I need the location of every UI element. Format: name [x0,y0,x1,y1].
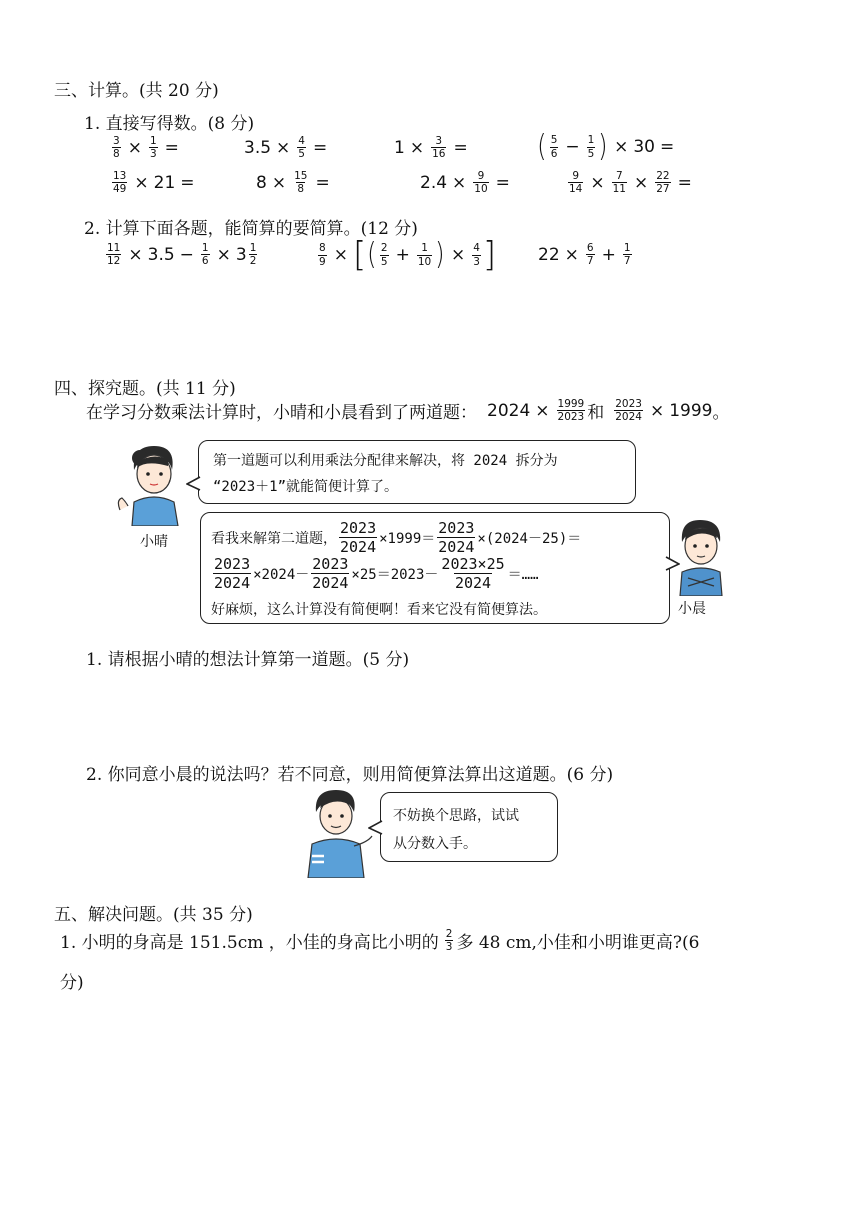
denominator: 10 [417,255,432,268]
numerator: 2023 [615,398,642,410]
denominator: 5 [298,148,305,161]
operator: × [276,137,291,158]
operator: + [395,245,410,265]
intro-text: 在学习分数乘法计算时，小晴和小晨看到了两道题： [86,403,477,424]
denominator: 5 [587,147,595,160]
section5-q1 [60,928,699,953]
equals: = [312,137,328,158]
right-paren: ) [435,237,445,272]
operator: × [333,245,348,265]
left-paren: ( [367,237,377,272]
numerator: 1 [201,242,209,254]
bubble-line-2: “2023＋1”就能简便计算了。 [213,479,399,495]
section3-heading: 三、计算。(共 20 分) [54,81,219,101]
bubble2-line-1: 看我来解第二道题， $\frac{2023}{2024}$ ×1999＝ $\frac{2023}{2024}$ ×(2024－25)＝ [211,519,582,556]
section5-q1-cont: 分) [60,973,84,993]
numerator: 1 [623,242,631,254]
denominator: 2023 [557,411,585,424]
operand: 21 [153,172,176,193]
denominator: 12 [107,255,121,268]
operator: × [216,244,231,265]
operand: 1 [394,137,405,158]
bubble-tail-hint [368,820,384,836]
equals: = [453,137,468,158]
numerator: 3 [113,135,120,147]
denominator: 7 [586,255,594,268]
speech-bubble-xiaochen [200,512,670,624]
denominator: 8 [113,148,120,161]
denominator: 9 [319,255,326,268]
equals: = [495,172,510,193]
numerator: 6 [586,242,594,254]
operator: × [564,244,579,265]
bubble-tail-xiaoqing [186,476,202,492]
denominator: 6 [201,255,209,268]
operator: × [535,400,550,421]
conjunction: 和 [587,403,605,424]
denominator: 14 [569,183,583,196]
equals: = [315,172,330,193]
period: 。 [712,403,730,424]
operand: 2.4 [420,172,448,193]
operator: × [452,172,467,193]
denominator: 3 [445,941,453,954]
operand: 3.5 [244,137,272,158]
operand: 30 [633,137,655,157]
denominator: 3 [149,148,157,161]
left-bracket: [ [352,235,367,275]
numerator: 9 [477,170,485,182]
numerator: 1 [587,134,595,147]
bubble3-line-1: 不妨换个思路，试试 [393,808,519,824]
numerator: 4 [298,135,305,147]
numerator: 9 [572,170,580,182]
bubble2-line-3: 好麻烦，这么计算没有简便啊！看来它没有简便算法。 [211,602,547,618]
simplify-expr-2 [316,235,497,275]
numerator: 13 [113,170,127,182]
section4-q1: 1. 请根据小晴的想法计算第一道题。(5 分) [86,650,410,670]
numerator: 3 [435,135,443,147]
q1-text-b: 多 48 cm,小佳和小明谁更高?(6 [456,933,700,954]
numerator: 4 [473,242,480,255]
numerator: 1999 [557,398,585,410]
numerator: 1 [249,242,257,254]
numerator: 22 [656,170,670,182]
operator: × [127,137,142,158]
denominator: 8 [297,183,305,196]
operator: × [649,400,665,421]
operator: − [565,137,580,157]
operator: × [614,137,629,157]
calc-1-2 [244,135,332,160]
denominator: 2 [249,255,257,268]
calc-1-3 [394,135,473,160]
operand: 22 [538,244,560,265]
denominator: 27 [656,183,670,196]
denominator: 11 [612,183,626,196]
simplify-expr-3 [538,242,634,267]
section4-intro [86,398,730,423]
calc-2-1 [110,170,200,195]
numerator: 7 [615,170,623,182]
name-xiaochen: 小晨 [678,601,706,617]
speech-bubble-xiaoqing [198,440,636,504]
speech-bubble-hint [380,792,558,862]
left-paren: ( [537,129,547,164]
denominator: 2024 [615,411,642,424]
equals: = [180,172,195,193]
denominator: 10 [474,183,488,196]
operator: × [128,244,143,265]
denominator: 7 [623,255,631,268]
numerator: 2 [380,242,388,255]
operator: × [590,172,605,193]
numerator: 8 [319,242,326,255]
right-bracket: ] [482,235,497,275]
right-paren: ) [598,129,608,164]
mixed-whole: 3 [235,244,247,265]
denominator: 16 [432,148,446,161]
boy-hint-illustration [298,786,374,878]
section4-heading: 四、探究题。(共 11 分) [54,379,236,399]
calc-2-3 [420,170,515,195]
calc-2-2 [256,170,335,195]
numerator: 15 [294,170,308,182]
operand: 2024 [487,400,531,421]
section4-q2: 2. 你同意小晨的说法吗？若不同意，则用简便算法算出这道题。(6 分) [86,765,614,785]
operator: × [450,245,466,265]
equals: = [677,172,692,193]
operator: + [601,244,616,265]
q1-label: 1. 直接写得数。(8 分) [84,114,255,134]
q2-label: 2. 计算下面各题，能简算的要简算。(12 分) [84,219,418,239]
calc-1-4 [536,129,679,164]
numerator: 2 [445,928,453,940]
numerator: 11 [107,242,121,254]
girl-xiaoqing-illustration [112,440,194,526]
operand: 8 [256,172,267,193]
simplify-expr-1 [104,242,259,267]
bubble-line-1: 第一道题可以利用乘法分配律来解决，将 2024 拆分为 [213,453,558,469]
operator: × [134,172,149,193]
boy-xiaochen-illustration [670,516,730,596]
denominator: 6 [550,147,558,160]
bubble2-line-2: $\frac{2023}{2024}$ ×2024－ $\frac{2023}{2024}$ ×25＝2023－ 2023×25 2024 ＝…… [214,555,539,592]
denominator: 5 [380,255,388,268]
operator: × [409,137,425,158]
numerator: 1 [149,135,157,147]
section5-heading: 五、解决问题。(共 35 分) [54,905,253,925]
operand: 1999 [669,400,713,421]
denominator: 3 [473,255,480,268]
numerator: 1 [421,242,428,255]
q1-text-a: 1. 小明的身高是 151.5cm ，小佳的身高比小明的 [60,933,439,954]
operand: 3.5 [147,244,175,265]
bubble3-line-2: 从分数入手。 [393,836,477,852]
operator: − [179,244,194,265]
denominator: 49 [113,183,127,196]
equals: = [164,137,179,158]
equals: = [659,137,675,157]
operator: × [271,172,287,193]
calc-1-1 [110,135,184,160]
operator: × [634,172,649,193]
name-xiaoqing: 小晴 [140,534,168,550]
numerator: 5 [550,134,558,147]
calc-2-4 [566,170,697,195]
